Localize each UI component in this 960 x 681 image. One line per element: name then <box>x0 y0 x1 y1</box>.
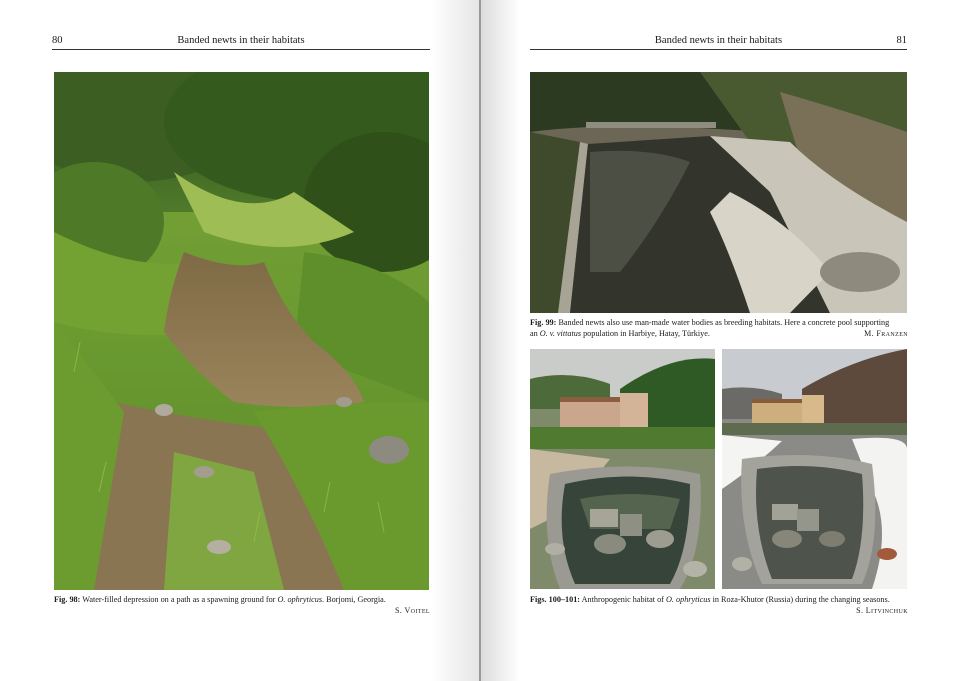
running-head-title-right: Banded newts in their habitats <box>654 35 783 46</box>
caption-text-fig-100-101-a: Anthropogenic habitat of <box>580 595 666 604</box>
caption-text-fig-99-c: population in Harbiye, Hatay, Türkiye. <box>581 328 710 338</box>
photo-fig-99-concrete-pool <box>530 72 907 313</box>
caption-text-fig-98-b: . Borjomi, Georgia. <box>322 595 386 604</box>
running-head-title-left: Banded newts in their habitats <box>177 35 305 46</box>
book-spine <box>479 0 481 681</box>
caption-text-fig-99-b: an <box>530 328 540 338</box>
caption-text-fig-100-101-b: in Roza-Khutor (Russia) during the changing seasons. <box>710 595 890 604</box>
photo-fig-101-winter-pond <box>722 349 907 589</box>
caption-text-fig-98-a: Water-filled depression on a path as a spawning ground for <box>80 595 278 604</box>
gutter-shadow-right <box>480 0 520 681</box>
running-head-left <box>52 34 430 50</box>
caption-text-fig-99-a: Banded newts also use man-made water bodies as breeding habitats. Here a concrete pool supporting <box>556 318 890 327</box>
caption-species-fig-99: O. v. vittatus <box>539 328 582 338</box>
caption-label-fig-99: Fig. 99: <box>530 318 557 327</box>
header-rule-left <box>52 49 430 50</box>
gutter-shadow-left <box>430 0 480 681</box>
photo-fig-100-summer-pond <box>530 349 715 589</box>
caption-label-fig-100-101: Figs. 100–101: <box>530 595 581 604</box>
page-number-right: 81 <box>896 35 907 46</box>
credit-fig-98: S. Voitel <box>394 606 430 615</box>
caption-species-fig-100-101: O. ophryticus <box>666 595 711 604</box>
credit-fig-100-101: S. Litvinchuk <box>856 606 908 615</box>
page-number-left: 80 <box>52 35 63 46</box>
caption-species-fig-98: O. ophryticus <box>277 595 323 604</box>
caption-fig-98 <box>54 595 430 606</box>
caption-fig-100-101 <box>530 595 908 606</box>
caption-label-fig-98: Fig. 98: <box>54 595 81 604</box>
right-page <box>480 0 960 681</box>
photo-fig-98-flooded-path <box>54 72 429 590</box>
header-rule-right <box>530 49 907 50</box>
running-head-right <box>530 34 907 50</box>
credit-fig-99: M. Franzen <box>864 329 908 338</box>
